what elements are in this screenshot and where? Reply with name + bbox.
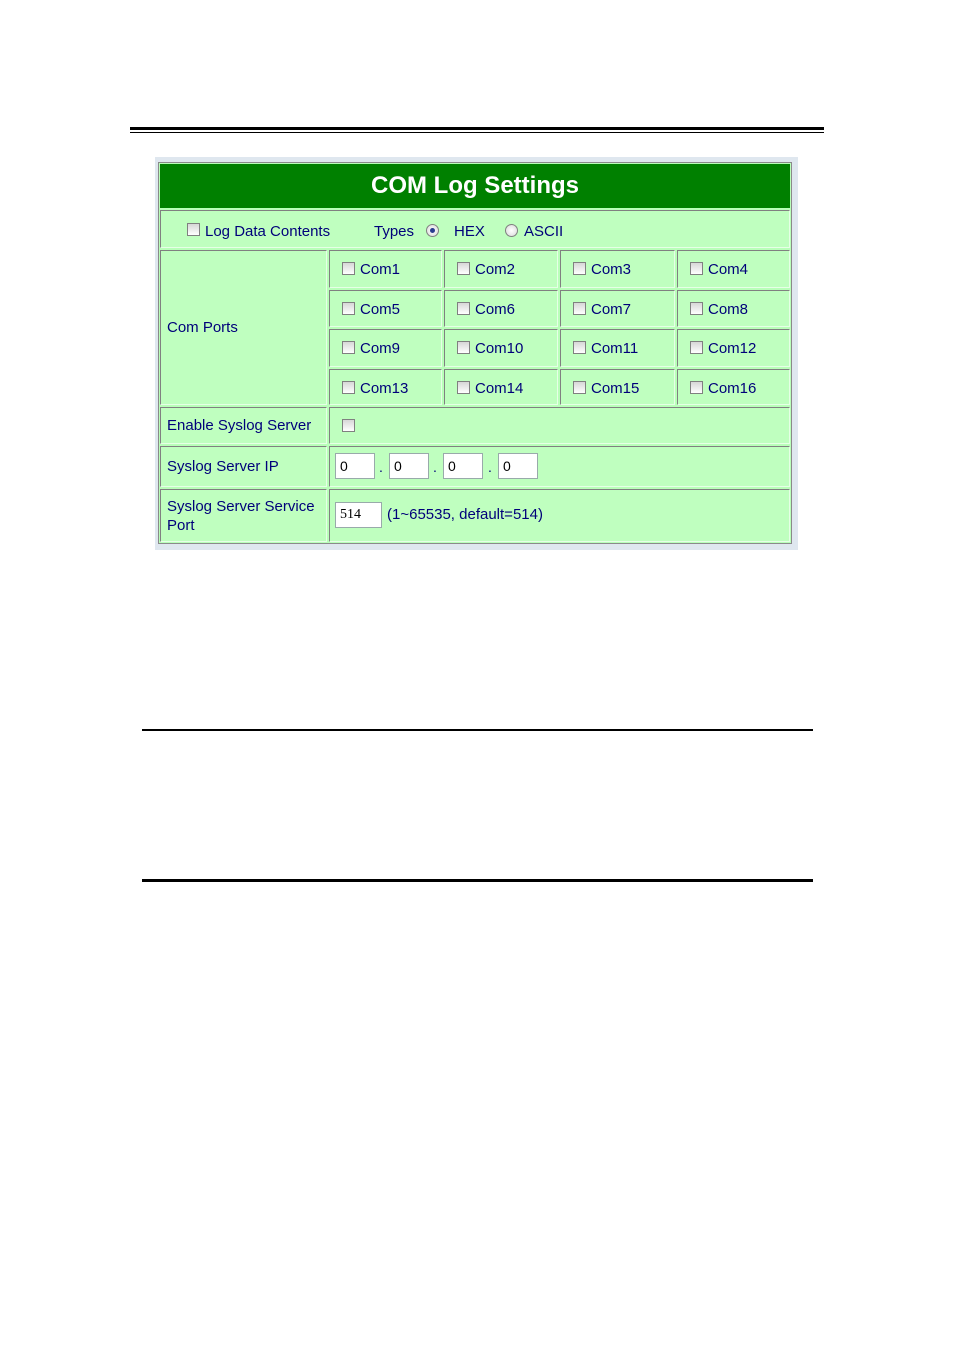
syslog-ip-label: Syslog Server IP: [167, 458, 279, 475]
enable-syslog-label: Enable Syslog Server: [167, 417, 312, 434]
com-port-label: Com8: [708, 301, 749, 318]
ip-octet-1-input[interactable]: 0: [335, 453, 375, 479]
com-port-checkbox[interactable]: [690, 381, 703, 394]
com-port-label: Com6: [475, 301, 516, 318]
com-port-checkbox[interactable]: [342, 341, 355, 354]
com-port-checkbox[interactable]: [457, 381, 470, 394]
com-port-checkbox[interactable]: [690, 262, 703, 275]
syslog-port-label-cell: [160, 489, 327, 542]
com-port-checkbox[interactable]: [457, 262, 470, 275]
ip-octet-4-input[interactable]: 0: [498, 453, 538, 479]
ascii-radio[interactable]: [505, 224, 518, 237]
ip-separator: .: [488, 459, 492, 475]
com-port-checkbox[interactable]: [342, 262, 355, 275]
com-port-checkbox[interactable]: [573, 341, 586, 354]
log-data-checkbox[interactable]: [187, 223, 200, 236]
com-ports-label: Com Ports: [167, 319, 238, 336]
top-rule-thin: [130, 132, 824, 133]
com-port-checkbox[interactable]: [342, 302, 355, 315]
ip-octet-3-input[interactable]: 0: [443, 453, 483, 479]
com-port-checkbox[interactable]: [457, 341, 470, 354]
panel-title: COM Log Settings: [160, 164, 790, 208]
com-port-label: Com9: [360, 340, 401, 357]
top-rule: [130, 127, 824, 130]
com-port-label: Com16: [708, 380, 757, 397]
com-port-label: Com3: [591, 261, 632, 278]
types-label: Types: [374, 223, 415, 240]
enable-syslog-checkbox[interactable]: [342, 419, 355, 432]
log-data-label: Log Data Contents: [205, 223, 331, 240]
com-port-checkbox[interactable]: [573, 381, 586, 394]
com-port-checkbox[interactable]: [690, 302, 703, 315]
syslog-port-label-line2: Port: [167, 517, 195, 534]
ip-separator: .: [433, 459, 437, 475]
syslog-port-label-line1: Syslog Server Service: [167, 498, 315, 515]
com-port-label: Com5: [360, 301, 401, 318]
com-port-checkbox[interactable]: [690, 341, 703, 354]
ascii-label: ASCII: [524, 223, 564, 240]
com-port-checkbox[interactable]: [573, 262, 586, 275]
com-port-label: Com10: [475, 340, 524, 357]
enable-syslog-value-cell: [329, 407, 790, 444]
syslog-port-input[interactable]: 514: [335, 502, 382, 528]
com-port-checkbox[interactable]: [573, 302, 586, 315]
com-port-label: Com12: [708, 340, 757, 357]
com-port-label: Com14: [475, 380, 524, 397]
com-port-label: Com1: [360, 261, 401, 278]
syslog-port-hint: (1~65535, default=514): [387, 506, 543, 523]
com-port-label: Com13: [360, 380, 409, 397]
ip-octet-2-input[interactable]: 0: [389, 453, 429, 479]
ip-separator: .: [379, 459, 383, 475]
com-port-label: Com4: [708, 261, 749, 278]
com-port-label: Com15: [591, 380, 640, 397]
hex-radio[interactable]: [426, 224, 439, 237]
com-port-label: Com11: [591, 340, 639, 357]
hex-label: HEX: [454, 223, 485, 240]
com-port-label: Com7: [591, 301, 632, 318]
com-port-checkbox[interactable]: [342, 381, 355, 394]
section-rule-bottom: [142, 879, 813, 882]
section-rule: [142, 729, 813, 731]
com-port-checkbox[interactable]: [457, 302, 470, 315]
com-port-label: Com2: [475, 261, 516, 278]
